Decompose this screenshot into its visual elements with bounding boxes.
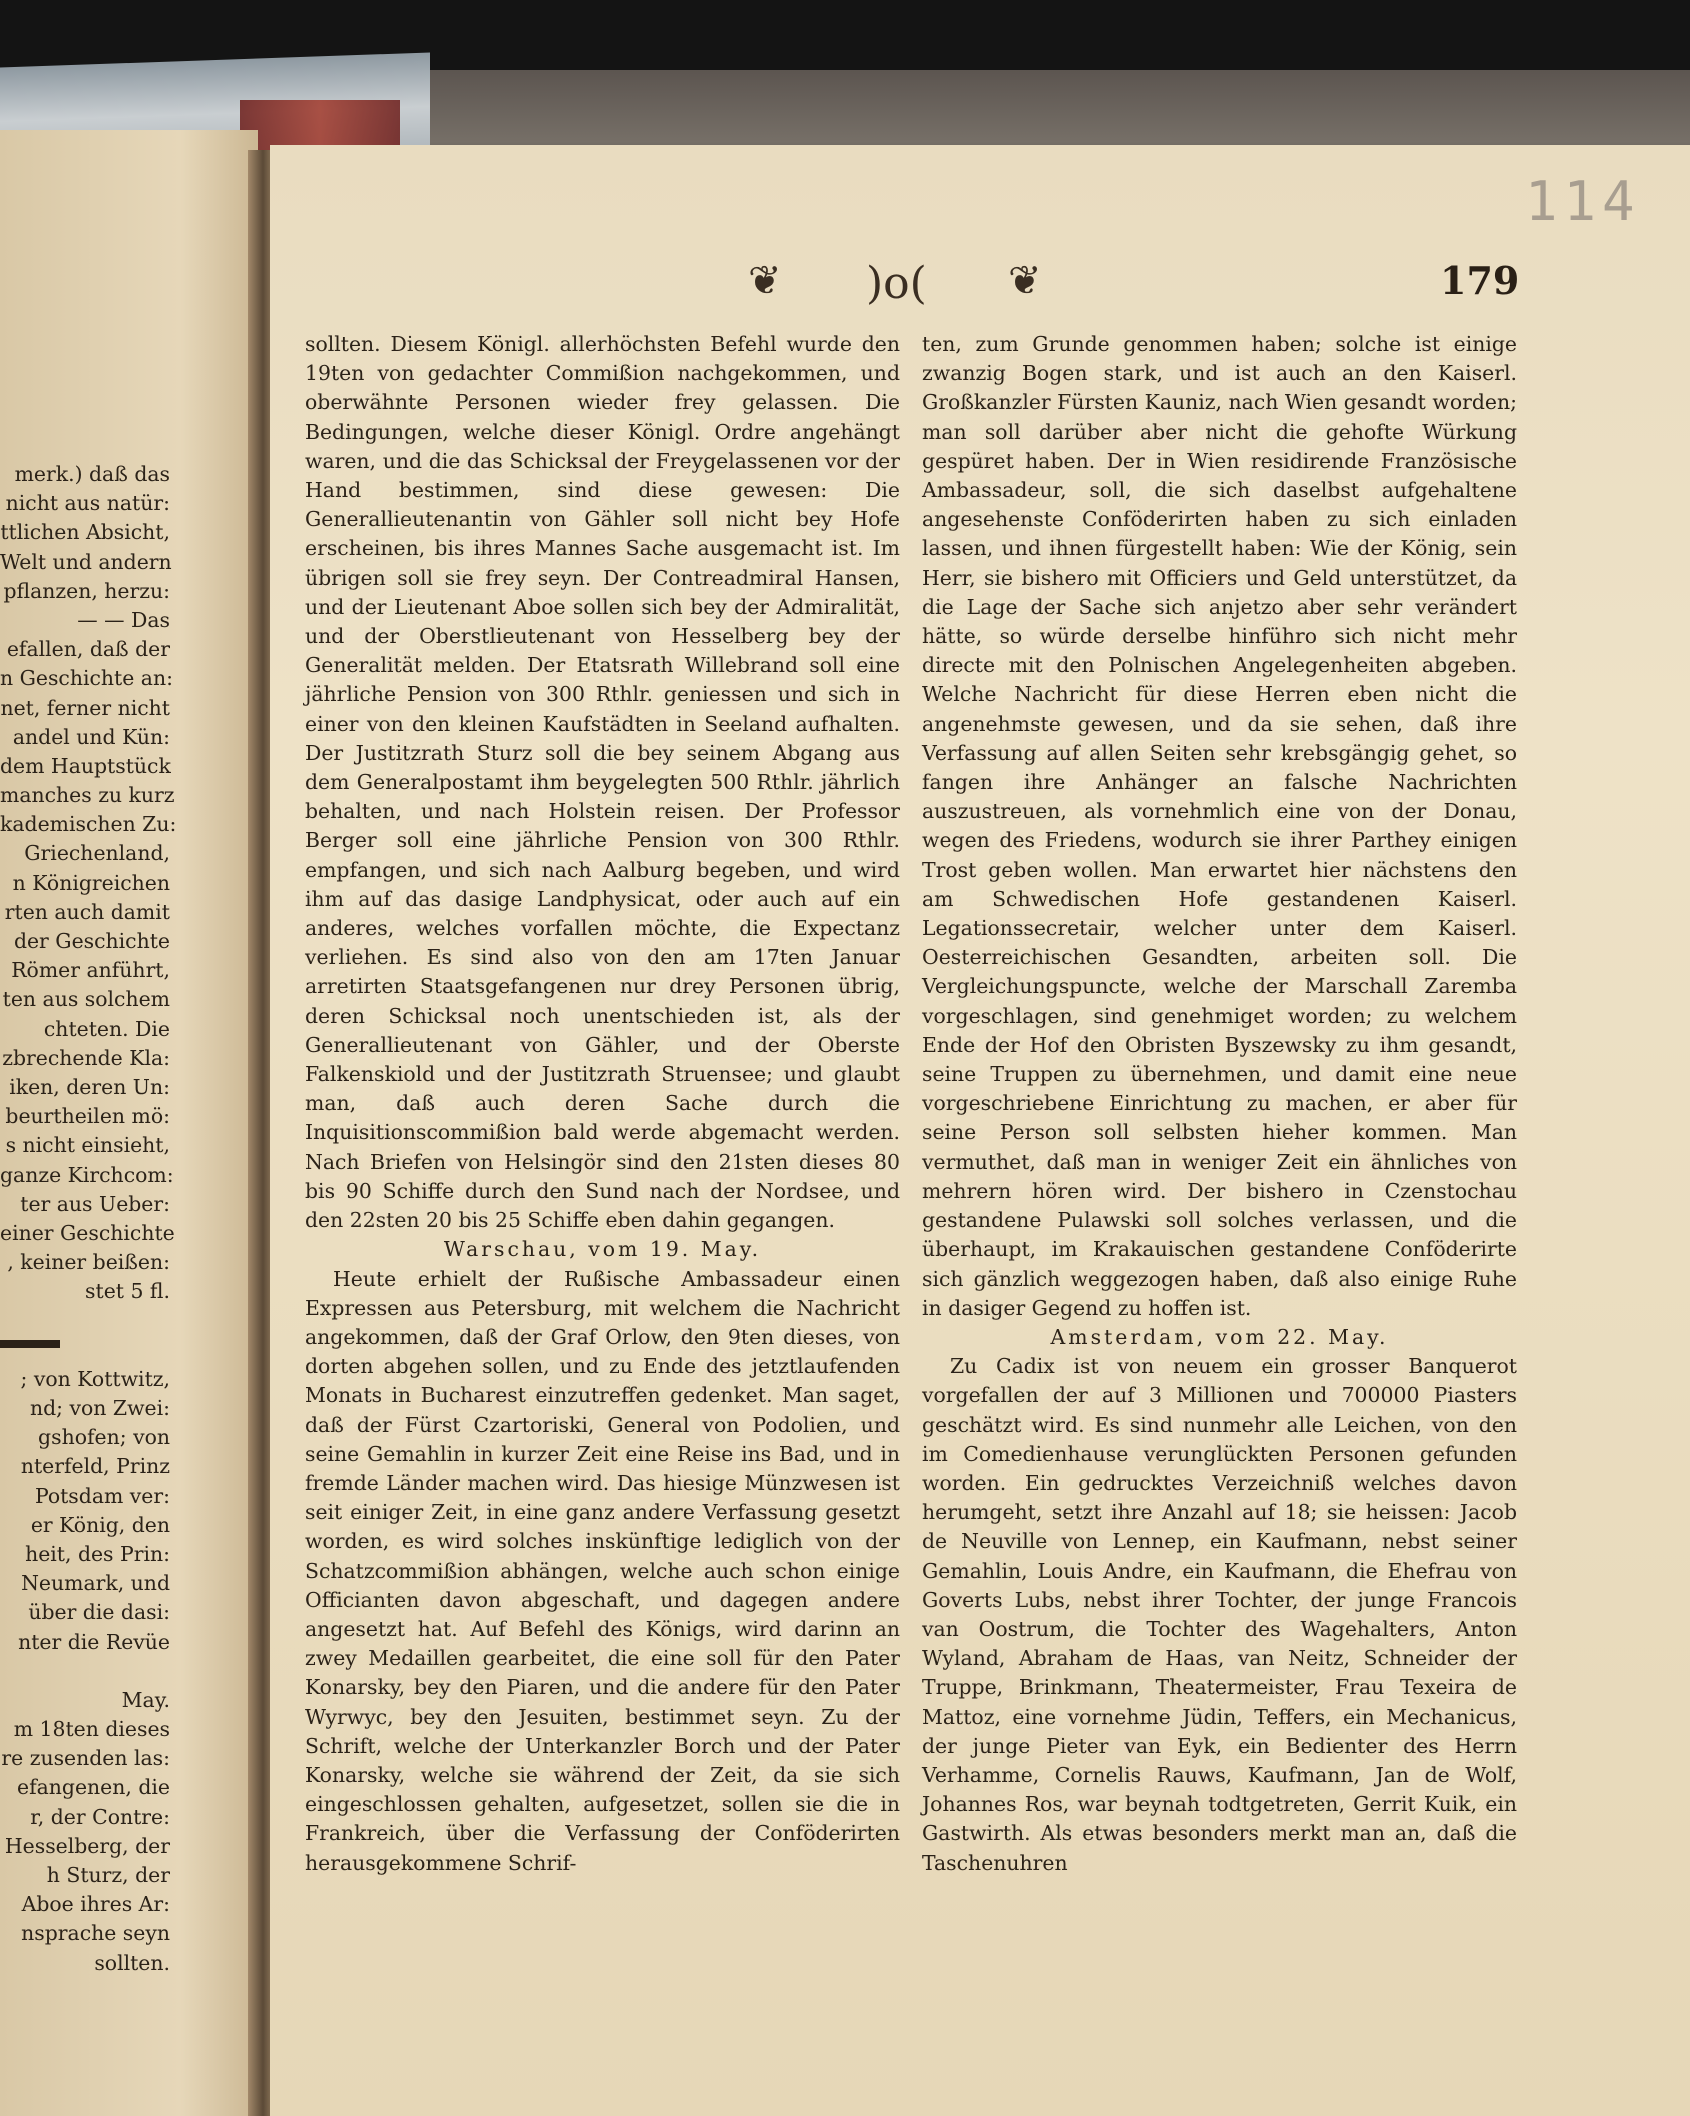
archive-number: 114: [1525, 170, 1641, 233]
column-right: [922, 330, 1517, 1878]
left-page-line: heit, des Prin:: [25, 1541, 170, 1566]
left-page-line: Griechenland,: [24, 841, 170, 866]
left-page-line: rten auch damit: [4, 899, 170, 924]
left-page-line: nicht aus natür:: [5, 491, 170, 516]
left-page-line: [0, 1657, 170, 1686]
left-page-line: sollten.: [94, 1950, 170, 1975]
left-page-line: ten aus solchem: [2, 987, 170, 1012]
left-page-line: nter die Revüe: [18, 1629, 170, 1654]
left-page-fragments: [0, 460, 177, 1978]
left-page-line: — — Das: [77, 607, 170, 632]
left-page-line: andel und Kün:: [12, 724, 170, 749]
left-page-line: er König, den: [30, 1512, 170, 1537]
left-page-line: ter aus Ueber:: [20, 1191, 170, 1216]
article-warschau-continued: ten, zum Grunde genommen haben; solche ist einige zwanzig Bogen stark, und ist auch an den Kaiserl. Großkanzler Fürsten Kauniz, nach Wien gesandt worden; man soll darüber aber nicht die gehofte Würkung gespüret haben. Der in Wien residirende Französische Ambassadeur, soll, die sich daselbst aufgehaltene angesehenste Conföderirten haben zu sich einladen lassen, und ihnen fürgestellt haben: Wie der König, sein Herr, sie bishero mit Officiers und Geld unterstützet, da die Lage der Sache sich anjetzo aber sehr verändert hätte, so würde derselbe hinführo sich nicht mehr directe mit den Polnischen Angelegenheiten abgeben. Welche Nachricht für diese Herren eben nicht die angenehmste gewesen, und da sie sehen, daß ihre Verfassung auf allen Seiten sehr krebsgängig gehet, so fangen ihre Anhänger an falsche Nachrichten auszustreuen, als vornehmlich eine von der Donau, wegen des Friedens, wodurch sie ihrer Parthey einigen Trost geben wollen. Man erwartet hier nächstens den am Schwedischen Hofe gestandenen Kaiserl. Legationssecretair, welcher unter dem Kaiserl. Oesterreichischen Gesandten, arbeiten soll. Die Vergleichungspuncte, welche der Marschall Zaremba vorgeschlagen, sind genehmiget worden; zu welchem Ende der Hof den Obristen Byszewsky zu ihm gesandt, seine Truppen zu übernehmen, und damit eine neue vorgeschriebene Einrichtung zu machen, er aber für seine Person soll selbsten hieher kommen. Man vermuthet, daß man in weniger Zeit ein ähnliches von mehrern hören wird. Der bishero in Czenstochau gestandene Pulawski soll solches verlassen, und die überhaupt, im Krakauischen gestandene Conföderirte sich gänzlich weggezogen haben, daß also einige Ruhe in dasiger Gegend zu hoffen ist.: [922, 332, 1517, 1320]
left-page-line: [0, 1306, 170, 1335]
left-page-line: n Königreichen: [12, 870, 170, 895]
left-page-line: ; von Kottwitz,: [20, 1366, 170, 1391]
page-number: 179: [1440, 258, 1520, 303]
left-page-line: über die dasi:: [28, 1600, 170, 1625]
left-page-line: einer Geschichte: [0, 1220, 175, 1245]
left-page-line: nsprache seyn: [21, 1921, 170, 1946]
left-page-line: n Geschichte an:: [0, 666, 173, 691]
article-copenhagen-text: sollten. Diesem Königl. allerhöchsten Befehl wurde den 19ten von gedachter Commißion nachgekommen, und oberwähnte Personen wieder frey gelassen. Die Bedingungen, welche dieser Königl. Ordre angehängt waren, und die das Schicksal der Freygelassenen vor der Hand bestimmen, sind diese gewesen: Die Generallieutenantin von Gähler soll nicht bey Hofe erscheinen, bis ihres Mannes Sache ausgemacht ist. Im übrigen soll sie frey seyn. Der Contreadmiral Hansen, und der Lieutenant Aboe sollen sich bey der Admiralität, und der Oberstlieutenant von Hesselberg bey der Generalität melden. Der Etatsrath Willebrand soll eine jährliche Pension von 300 Rthlr. geniessen und sich in einer von den kleinen Kaufstädten in Seeland aufhalten. Der Justitzrath Sturz soll die bey seinem Abgang aus dem Generalpostamt ihm beygelegten 500 Rthlr. jährlich behalten, und nach Holstein reisen. Der Professor Berger soll eine jährliche Pension von 300 Rthlr. empfangen, und sich nach Aalburg begeben, und wird ihm auf das dasige Landphysicat, oder auch auf ein anderes, welches vorfallen möchte, die Expectanz verliehen. Es sind also von den am 17ten Januar arretirten Staatsgefangenen nur drey Personen übrig, deren Schicksal noch unentschieden ist, als der Generallieutenant von Gähler, und der Oberste Falkenskiold und der Justitzrath Struensee; und glaubt man, daß auch deren Sache durch die Inquisitionscommißion bald werde abgemacht werden. Nach Briefen von Helsingör sind den 21sten dieses 80 bis 90 Schiffe durch den Sund nach der Nordsee, und den 22sten 20 bis 25 Schiffe eben dahin gegangen.: [305, 332, 900, 1233]
left-page-line: h Sturz, der: [46, 1863, 170, 1887]
left-page-line: , keiner beißen:: [7, 1250, 170, 1275]
left-page-line: re zusenden las:: [1, 1746, 170, 1771]
header-ornament-left: ❦: [748, 258, 782, 304]
left-page-line: dem Hauptstück: [0, 753, 171, 778]
article-warschau-text: Heute erhielt der Rußische Ambassadeur einen Expressen aus Petersburg, mit welchem die Nachricht angekommen, daß der Graf Orlow, den 9ten dieses, von dorten abgehen sollen, und zu Ende des jetztlaufenden Monats in Bucharest einzutreffen gedenket. Man saget, daß der Fürst Czartoriski, General von Podolien, und seine Gemahlin in kurzer Zeit eine Reise ins Bad, und in fremde Länder machen wird. Das hiesige Münzwesen ist seit einiger Zeit, in eine ganz andere Verfassung gesetzt worden, es wird solches inskünftige lediglich von der Schatzcommißion abhängen, welche auch schon einige Officianten davon abgeschaft, und dagegen andere angesetzt hat. Auf Befehl des Königs, wird darinn an zwey Medaillen gearbeitet, die eine soll für den Pater Konarsky, bey den Piaren, und die andere für den Pater Wyrwyc, bey den Jesuiten, bestimmet seyn. Zu der Schrift, welche der Unterkanzler Borch und der Pater Konarsky, welche sie während der Zeit, da sie sich eingeschlossen gehalten, aufgesetzet, sollen sie die in Frankreich, über die Verfassung der Conföderirten herausgekommene Schrif-: [305, 1266, 900, 1875]
left-page-line: efangenen, die: [17, 1775, 170, 1800]
left-page-line: nterfeld, Prinz: [20, 1454, 170, 1479]
header-ornament-middle: )o(: [866, 258, 927, 309]
header-ornament-right: ❦: [1008, 258, 1042, 304]
left-page-line: efallen, daß der: [6, 637, 170, 662]
left-page-line: ganze Kirchcom:: [0, 1162, 174, 1187]
left-page-line: Aboe ihres Ar:: [21, 1892, 170, 1917]
left-page-line: Römer anführt,: [11, 958, 170, 983]
article-amsterdam-text: Zu Cadix ist von neuem ein grosser Banquerot vorgefallen der auf 3 Millionen und 700000 Piasters geschätzt wird. Es sind nunmehr alle Leichen, von den im Comedienhause verunglückten Personen gefunden worden. Ein gedrucktes Verzeichniß welches davon herumgeht, setzt ihre Anzahl auf 18; sie heissen: Jacob de Neuville von Lennep, ein Kaufmann, nebst seiner Gemahlin, Louis Andre, ein Kaufmann, die Ehefrau von Goverts Lubs, nebst ihrer Tochter, der junge Francois van Oostrum, die Tochter des Wagehalters, Anton Wyland, Abraham de Haas, van Neitz, Schneider der Truppe, Brinkmann, Theatermeister, Frau Texeira de Mattoz, eine vornehme Jüdin, Teffers, ein Mechanicus, der junge Pieter van Eyk, ein Bedienter des Herrn Verhamme, Cornelis Rauws, Kaufmann, Jan de Wolf, Johannes Ros, war beynah todtgetreten, Gerrit Kuik, ein Gastwirth. Als etwas besonders merkt man an, daß die Taschenuhren: [922, 1354, 1517, 1875]
left-page-line: Hesselberg, der: [4, 1833, 170, 1858]
left-page-line: gshofen; von: [38, 1425, 170, 1450]
left-page-line: m 18ten dieses: [13, 1717, 170, 1742]
column-left: [305, 330, 900, 1878]
left-page-line: stet 5 fl.: [85, 1279, 170, 1304]
left-page-line: pflanzen, herzu:: [3, 578, 170, 603]
left-page-line: nd; von Zwei:: [29, 1396, 170, 1420]
left-page-line: zbrechende Kla:: [2, 1045, 170, 1070]
left-page-line: manches zu kurz: [0, 783, 175, 808]
left-page-line: r, der Contre:: [30, 1804, 170, 1829]
left-page-line: Welt und andern: [0, 549, 172, 574]
left-page-line: iken, deren Un:: [9, 1074, 170, 1099]
left-page: [0, 130, 258, 2116]
left-page-line: Potsdam ver:: [34, 1483, 170, 1508]
left-page-line: s nicht einsieht,: [5, 1133, 170, 1158]
left-page-line: May.: [121, 1687, 170, 1712]
left-page-line: merk.) daß das: [14, 462, 170, 486]
left-page-line: Neumark, und: [21, 1571, 170, 1596]
left-page-line: net, ferner nicht: [0, 695, 170, 720]
dateline-amsterdam: Amsterdam, vom 22. May.: [1050, 1324, 1389, 1349]
left-page-line: chteten. Die: [43, 1016, 170, 1041]
left-page-line: ttlichen Absicht,: [0, 520, 170, 545]
left-page-line: beurtheilen mö:: [5, 1104, 170, 1129]
left-page-line: der Geschichte: [13, 929, 170, 953]
dateline-warschau: Warschau, vom 19. May.: [443, 1237, 762, 1262]
section-rule: [0, 1340, 60, 1348]
left-page-line: kademischen Zu:: [0, 812, 177, 837]
